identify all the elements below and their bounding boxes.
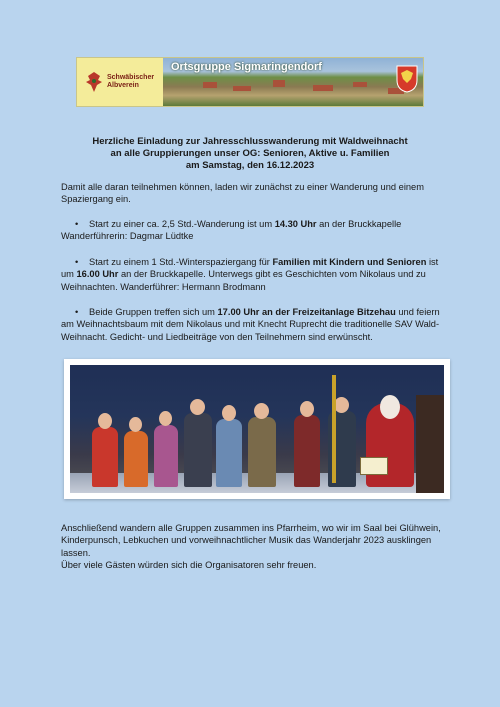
list-item-walk bbox=[61, 256, 441, 293]
item3-text-b: und feiern am Weihnachtsbaum mit dem Nikolaus und mit Knecht Ruprecht die traditionelle SAV Wald-Weihnacht. Gedicht- und Liedbeiträge von den Teilnehmern sind erwünscht. bbox=[61, 307, 440, 342]
heading-line3: am Samstag, den 16.12.2023 bbox=[185, 160, 315, 171]
item1-time: 14.30 Uhr bbox=[274, 219, 317, 229]
header-banner bbox=[76, 57, 424, 107]
item2-text-b: ist um bbox=[61, 257, 439, 280]
invitation-heading bbox=[0, 136, 500, 172]
municipal-crest-icon bbox=[396, 65, 418, 93]
waldweihnacht-photo bbox=[70, 365, 444, 493]
closing-line: Über viele Gästen würden sich die Organisatoren sehr freuen. bbox=[61, 560, 317, 570]
albverein-logo bbox=[77, 58, 163, 106]
item1-guide: Wanderführerin: Dagmar Lüdtke bbox=[61, 231, 194, 242]
item2-time: 16.00 Uhr bbox=[76, 269, 119, 280]
list-item-hike bbox=[61, 218, 441, 243]
heading-line1: Herzliche Einladung zur Jahresschlusswanderung mit Waldweihnacht bbox=[92, 136, 408, 147]
list-item-meeting bbox=[61, 306, 441, 343]
item1-text-b: an der Bruckkapelle bbox=[316, 219, 402, 229]
closing-paragraph: Anschließend wandern alle Gruppen zusammen ins Pfarrheim, wo wir im Saal bei Glühwein, Kinderpunsch, Lebkuchen und vorweihnachtlicher Musik das Wanderjahr 2023 ausklingen lassen. bbox=[61, 523, 441, 558]
village-photo bbox=[163, 58, 423, 106]
item3-text-a: Beide Gruppen treffen sich um bbox=[89, 307, 218, 317]
item2-audience: Familien mit Kindern und Senioren bbox=[272, 257, 427, 267]
grape-leaf-icon bbox=[85, 71, 103, 93]
logo-text-line2: Albverein bbox=[107, 82, 139, 89]
item3-time-place: 17.00 Uhr an der Freizeitanlage Bitzehau bbox=[217, 307, 396, 317]
banner-title: Ortsgruppe Sigmaringendorf bbox=[171, 61, 322, 73]
logo-text-line1: Schwäbischer bbox=[107, 74, 155, 81]
heading-line2: an alle Gruppierungen unser OG: Senioren, Aktive u. Familien bbox=[110, 148, 390, 159]
item2-text-c: an der Bruckkapelle. Unterwegs gibt es Geschichten vom Nikolaus und zu Weihnachten. Wanderführer: Hermann Brodmann bbox=[61, 269, 426, 292]
item1-text-a: Start zu einer ca. 2,5 Std.-Wanderung ist um bbox=[89, 219, 275, 229]
christmas-photo-frame bbox=[64, 359, 450, 499]
intro-paragraph: Damit alle daran teilnehmen können, laden wir zunächst zu einer Wanderung und einem Spaziergang ein. bbox=[61, 182, 424, 205]
item2-text-a: Start zu einem 1 Std.-Winterspaziergang für bbox=[89, 257, 273, 267]
